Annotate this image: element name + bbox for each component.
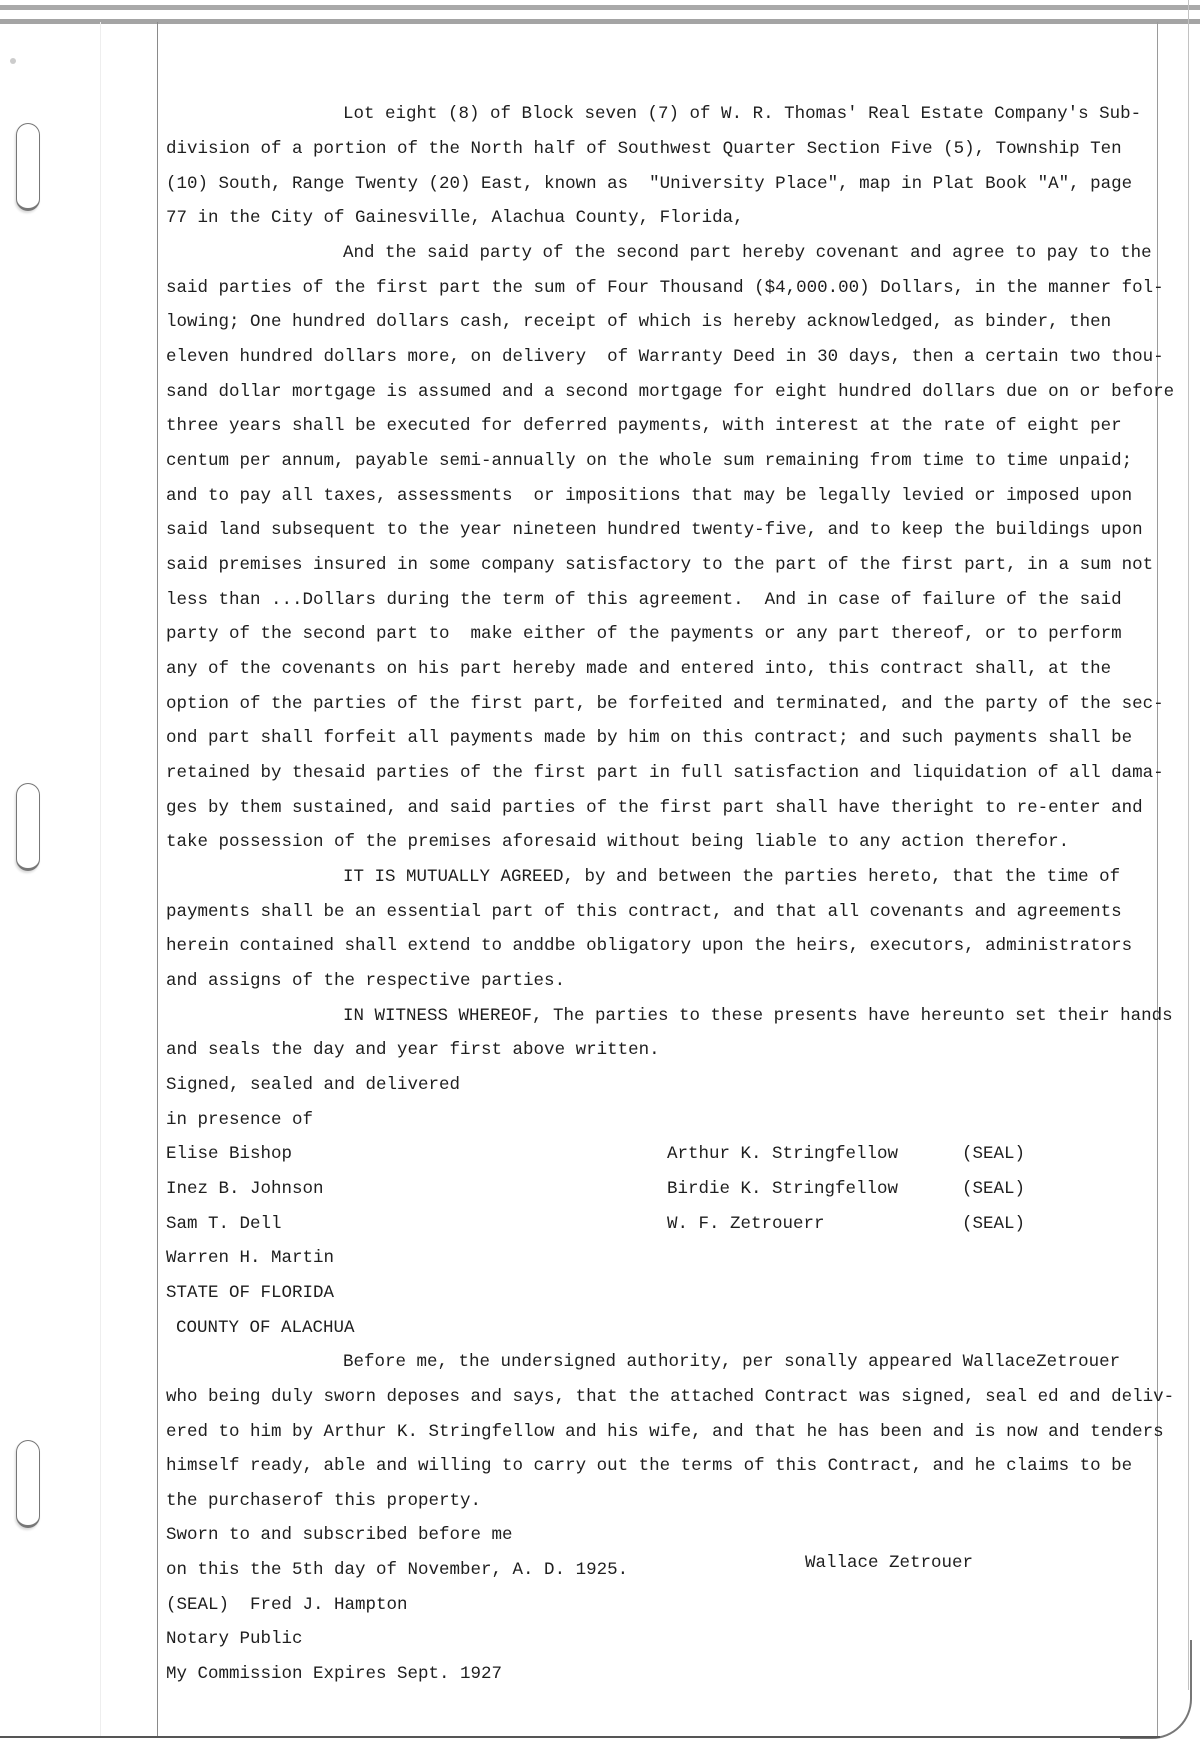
paragraph-2-line: ond part shall forfeit all payments made by him on this contract; and such payments shall be xyxy=(166,728,1133,748)
witness-name: Sam T. Dell xyxy=(166,1214,282,1234)
paragraph-2-line: take possession of the premises aforesaid without being liable to any action therefor. xyxy=(166,832,1070,852)
paragraph-1-line: 77 in the City of Gainesville, Alachua County, Florida, xyxy=(166,208,744,228)
paragraph-2-line: lowing; One hundred dollars cash, receipt of which is hereby acknowledged, as binder, then xyxy=(166,312,1112,332)
paragraph-2-line: option of the parties of the first part, be forfeited and terminated, and the party of the sec- xyxy=(166,694,1164,714)
paragraph-1-line: Lot eight (8) of Block seven (7) of W. R. Thomas' Real Estate Company's Sub- xyxy=(343,104,1142,124)
binder-hole-icon xyxy=(16,783,40,871)
paragraph-2-line: any of the covenants on his part hereby made and entered into, this contract shall, at the xyxy=(166,659,1112,679)
paragraph-2-line: sand dollar mortgage is assumed and a second mortgage for eight hundred dollars due on or before xyxy=(166,382,1175,402)
page-edge xyxy=(1188,0,1189,1690)
paragraph-2-line: said land subsequent to the year nineteen hundred twenty-five, and to keep the buildings upon xyxy=(166,520,1143,540)
bottom-rule xyxy=(0,1736,1160,1738)
paragraph-3-line: and assigns of the respective parties. xyxy=(166,971,566,991)
paragraph-3-line: herein contained shall extend to anddbe obligatory upon the heirs, executors, administrators xyxy=(166,936,1133,956)
paragraph-2-line: party of the second part to make either of the payments or any part thereof, or to perform xyxy=(166,624,1122,644)
paragraph-2-line: retained by thesaid parties of the first part in full satisfaction and liquidation of all dama- xyxy=(166,763,1164,783)
seal-mark: (SEAL) xyxy=(962,1144,1026,1164)
affidavit-line: ered to him by Arthur K. Stringfellow and his wife, and that he has been and is now and tenders xyxy=(166,1422,1164,1442)
notary-title: Notary Public xyxy=(166,1629,303,1649)
affidavit-line: himself ready, able and willing to carry out the terms of this Contract, and he claims to be xyxy=(166,1456,1133,1476)
commission-expiry: My Commission Expires Sept. 1927 xyxy=(166,1664,503,1684)
jurat-date-line: on this the 5th day of November, A. D. 1925. xyxy=(166,1560,629,1580)
affiant-signature: Wallace Zetrouer xyxy=(805,1553,974,1573)
paragraph-2-line: said parties of the first part the sum of Four Thousand ($4,000.00) Dollars, in the manner fol- xyxy=(166,278,1164,298)
seal-mark: (SEAL) xyxy=(962,1214,1026,1234)
fold-line xyxy=(100,22,101,1738)
paragraph-3-line: payments shall be an essential part of this contract, and that all covenants and agreements xyxy=(166,902,1122,922)
paragraph-1-line: (10) South, Range Twenty (20) East, known as "University Place", map in Plat Book "A", page xyxy=(166,174,1133,194)
top-double-rule-lower xyxy=(0,19,1200,24)
signatory-name: Birdie K. Stringfellow xyxy=(667,1179,899,1199)
paragraph-2-line: And the said party of the second part hereby covenant and agree to pay to the xyxy=(343,243,1152,263)
signed-sealed-heading: Signed, sealed and delivered xyxy=(166,1075,461,1095)
top-double-rule-upper xyxy=(0,5,1200,10)
witness-name: Warren H. Martin xyxy=(166,1248,335,1268)
paragraph-2-line: and to pay all taxes, assessments or impositions that may be legally levied or imposed upon xyxy=(166,486,1133,506)
notary-seal-name: (SEAL) Fred J. Hampton xyxy=(166,1595,408,1615)
witness-name: Elise Bishop xyxy=(166,1144,293,1164)
jurat-line: Sworn to and subscribed before me xyxy=(166,1525,513,1545)
paragraph-4-line: IN WITNESS WHEREOF, The parties to these presents have hereunto set their hands xyxy=(343,1006,1173,1026)
signatory-name: Arthur K. Stringfellow xyxy=(667,1144,899,1164)
venue-county: COUNTY OF ALACHUA xyxy=(176,1318,355,1338)
paragraph-1-line: division of a portion of the North half of Southwest Quarter Section Five (5), Township Ten xyxy=(166,139,1122,159)
signatory-name: W. F. Zetrouerr xyxy=(667,1214,825,1234)
affidavit-line: who being duly sworn deposes and says, that the attached Contract was signed, seal ed and deliv- xyxy=(166,1387,1175,1407)
affidavit-line: the purchaserof this property. xyxy=(166,1491,482,1511)
witness-name: Inez B. Johnson xyxy=(166,1179,324,1199)
binder-hole-icon xyxy=(16,123,40,211)
paragraph-2-line: centum per annum, payable semi-annually on the whole sum remaining from time to time unpaid; xyxy=(166,451,1133,471)
affidavit-line: Before me, the undersigned authority, per sonally appeared WallaceZetrouer xyxy=(343,1352,1121,1372)
binder-hole-icon xyxy=(16,1440,40,1528)
paragraph-2-line: eleven hundred dollars more, on delivery of Warranty Deed in 30 days, then a certain two thou- xyxy=(166,347,1164,367)
paragraph-2-line: three years shall be executed for deferred payments, with interest at the rate of eight per xyxy=(166,416,1122,436)
paragraph-4-line: and seals the day and year first above written. xyxy=(166,1040,660,1060)
rounded-page-corner xyxy=(1120,1640,1192,1739)
paragraph-3-line: IT IS MUTUALLY AGREED, by and between the parties hereto, that the time of xyxy=(343,867,1121,887)
left-margin-rule xyxy=(157,22,158,1738)
paper-speck xyxy=(10,58,16,64)
paragraph-2-line: said premises insured in some company satisfactory to the part of the first part, in a sum not xyxy=(166,555,1154,575)
paragraph-2-line: less than ...Dollars during the term of this agreement. And in case of failure of the said xyxy=(166,590,1122,610)
venue-state: STATE OF FLORIDA xyxy=(166,1283,335,1303)
paragraph-2-line: ges by them sustained, and said parties of the first part shall have theright to re-enter and xyxy=(166,798,1143,818)
seal-mark: (SEAL) xyxy=(962,1179,1026,1199)
in-presence-heading: in presence of xyxy=(166,1110,314,1130)
